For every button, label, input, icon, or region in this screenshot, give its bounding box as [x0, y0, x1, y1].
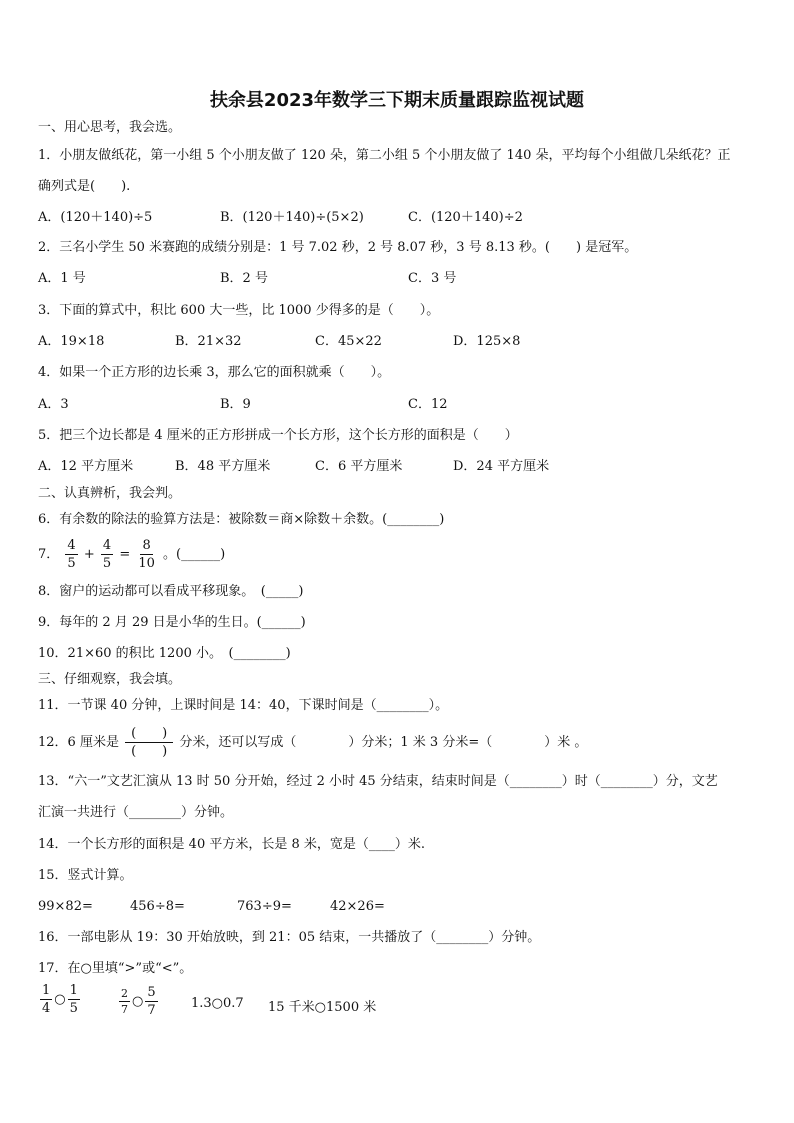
question-14-text: 14．一个长方形的面积是 40 平方米，长是 8 米，宽是（____）米.: [38, 837, 426, 852]
fraction-five-sevenths: [145, 986, 157, 1017]
question-7: [38, 538, 225, 572]
fraction-eight-tenths: [136, 539, 157, 570]
fraction-four-fifths: [65, 539, 77, 570]
section-heading-fill: 三、仔细观察，我会填。: [38, 672, 182, 687]
fraction-one-fourth: [40, 984, 52, 1015]
denominator: 4: [42, 1001, 51, 1016]
numerator: 2: [121, 987, 128, 1000]
compare-circle: ○: [54, 992, 66, 1007]
calc-expression-4: 42×26=: [330, 899, 385, 914]
calc-expression-2: 456÷8=: [130, 899, 185, 914]
question-10-text: 10．21×60 的积比 1200 小。 (________): [38, 646, 291, 661]
numerator: 5: [147, 985, 156, 1000]
numerator-blank: ( ): [125, 727, 173, 743]
question-2-option-c: C．3 号: [408, 271, 457, 286]
denominator: 5: [67, 556, 76, 571]
question-13-text: 13．“六一”文艺汇演从 13 时 50 分开始，经过 2 小时 45 分结束，结束时间是（________）时（________）分，文艺: [38, 774, 718, 789]
denominator: 5: [69, 1001, 78, 1016]
question-3-option-b: B．21×32: [175, 334, 242, 349]
plus-sign: +: [83, 547, 95, 562]
question-17-text: 17．在○里填“>”或“<”。: [38, 961, 193, 976]
denominator: 7: [121, 1003, 128, 1016]
question-1-option-a: A．(120＋140)÷5: [38, 210, 153, 225]
question-5-option-c: C．6 平方厘米: [315, 459, 403, 474]
question-12-suffix: 分米，还可以写成（ ）分米；1 米 3 分米=（ ）米 。: [179, 735, 588, 750]
question-5-option-d: D．24 平方厘米: [453, 459, 550, 474]
question-1-text: 1．小朋友做纸花，第一小组 5 个小朋友做了 120 朵，第二小组 5 个小朋友做了 140 朵，平均每个小组做几朵纸花？正: [38, 148, 731, 163]
denominator: 7: [147, 1003, 156, 1018]
question-5-option-b: B．48 平方厘米: [175, 459, 271, 474]
question-8-text: 8．窗户的运动都可以看成平移现象。 (_____): [38, 584, 304, 599]
question-1-option-b: B．(120＋140)÷(5×2): [220, 210, 364, 225]
question-6-text: 6．有余数的除法的验算方法是：被除数＝商×除数＋余数。(________): [38, 512, 445, 527]
section-heading-judge: 二、认真辨析，我会判。: [38, 486, 182, 501]
question-3-option-d: D．125×8: [453, 334, 521, 349]
question-5-option-a: A．12 平方厘米: [38, 459, 134, 474]
question-11-text: 11．一节课 40 分钟，上课时间是 14：40，下课时间是（________）。: [38, 698, 449, 713]
question-15-text: 15．竖式计算。: [38, 868, 133, 883]
question-2-text: 2．三名小学生 50 米赛跑的成绩分别是：1 号 7.02 秒，2 号 8.07 秒，3 号 8.13 秒。( ) 是冠军。: [38, 240, 638, 255]
question-1-option-c: C．(120＋140)÷2: [408, 210, 523, 225]
compare-item-3: 1.3○0.7: [191, 996, 244, 1011]
question-2-option-b: B．2 号: [220, 271, 268, 286]
question-7-answer-blank: 。(______): [163, 547, 226, 562]
question-1-text-cont: 确列式是( ).: [38, 179, 131, 194]
denominator: 5: [102, 556, 112, 571]
question-9-text: 9．每年的 2 月 29 日是小华的生日。(______): [38, 615, 306, 630]
question-5-text: 5．把三个边长都是 4 厘米的正方形拼成一个长方形，这个长方形的面积是（ ）: [38, 428, 518, 443]
question-16-text: 16．一部电影从 19：30 开始放映，到 21：05 结束，一共播放了（________）分钟。: [38, 930, 541, 945]
fraction-two-sevenths: [119, 988, 130, 1015]
question-13-text-cont: 汇演一共进行（________）分钟。: [38, 805, 234, 820]
numerator: 1: [69, 983, 78, 998]
page-title: 扶余县2023年数学三下期末质量跟踪监视试题: [209, 90, 585, 111]
question-4-option-b: B．9: [220, 397, 251, 412]
question-4-text: 4．如果一个正方形的边长乘 3，那么它的面积就乘（ ）。: [38, 365, 391, 380]
compare-circle: ○: [132, 994, 144, 1009]
numerator: 4: [102, 538, 112, 553]
numerator: 8: [142, 538, 151, 553]
question-3-option-c: C．45×22: [315, 334, 382, 349]
fraction-four-fifths-2: [101, 539, 113, 570]
fraction-one-fifth: [68, 984, 80, 1015]
question-3-option-a: A．19×18: [38, 334, 105, 349]
compare-item-2: [117, 986, 160, 1017]
numerator: 4: [67, 538, 76, 553]
compare-item-1: [38, 984, 82, 1015]
question-3-text: 3．下面的算式中，积比 600 大一些，比 1000 少得多的是（ ）。: [38, 303, 440, 318]
question-12-prefix: 12．6 厘米是: [38, 735, 119, 750]
denominator-blank: ( ): [131, 744, 168, 759]
compare-item-4: 15 千米○1500 米: [268, 1000, 377, 1015]
calc-expression-3: 763÷9=: [237, 899, 292, 914]
question-2-option-a: A．1 号: [38, 271, 86, 286]
numerator: 1: [42, 983, 51, 998]
question-12: [38, 724, 587, 762]
question-4-option-c: C．12: [408, 397, 448, 412]
calc-expression-1: 99×82=: [38, 899, 93, 914]
question-4-option-a: A．3: [38, 397, 69, 412]
denominator: 10: [138, 556, 155, 571]
equals-sign: =: [119, 547, 131, 562]
section-heading-choice: 一、用心思考，我会选。: [38, 120, 182, 135]
fraction-blank: [125, 727, 173, 758]
question-7-number: 7．: [38, 547, 60, 562]
